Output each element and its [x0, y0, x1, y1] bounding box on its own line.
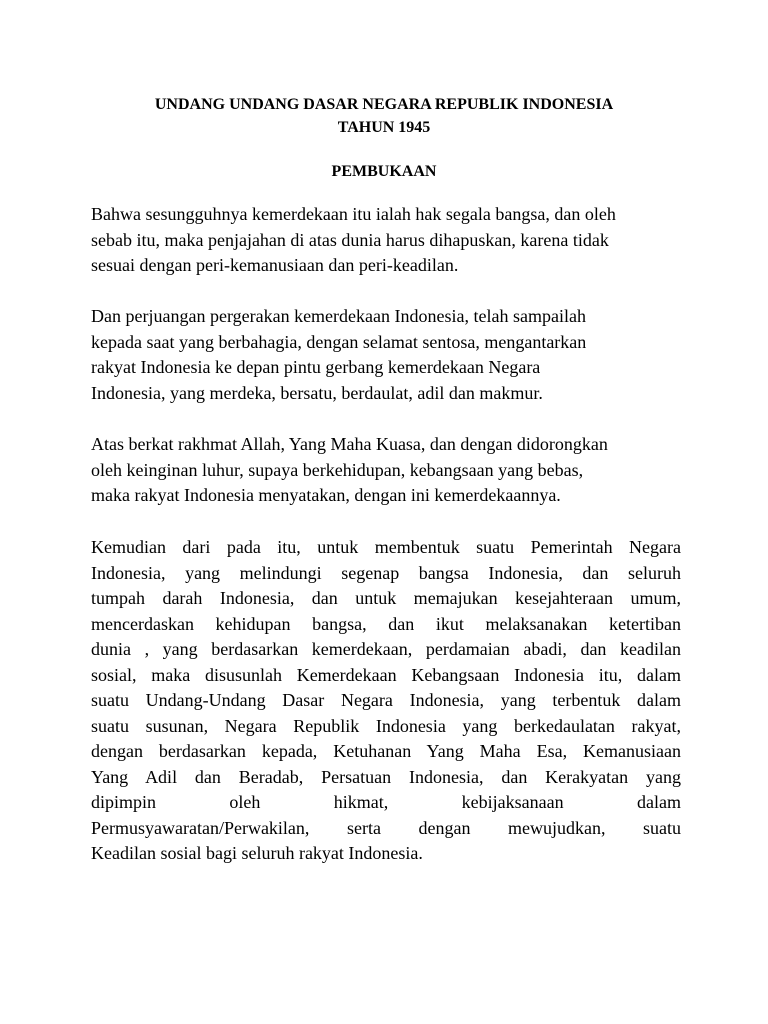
paragraph-line: suatu susunan, Negara Republik Indonesia yang berkedaulatan rakyat,	[91, 715, 681, 736]
paragraph-line: dunia , yang berdasarkan kemerdekaan, perdamaian abadi, dan keadilan	[91, 639, 681, 659]
paragraph-line: maka rakyat Indonesia menyatakan, dengan ini kemerdekaannya.	[91, 485, 561, 505]
paragraph-line: kepada saat yang berbahagia, dengan selamat sentosa, mengantarkan	[91, 331, 587, 352]
paragraph-3	[91, 432, 681, 509]
paragraph-line: Indonesia, yang melindungi segenap bangsa Indonesia, dan seluruh	[91, 562, 681, 583]
section-heading: PEMBUKAAN	[331, 163, 437, 180]
title-line: UNDANG UNDANG DASAR NEGARA REPUBLIK INDONESIA	[154, 96, 614, 113]
paragraph-1	[91, 202, 681, 279]
paragraph-line: tumpah darah Indonesia, dan untuk memajukan kesejahteraan umum,	[91, 588, 681, 608]
paragraph-2	[91, 304, 681, 406]
paragraph-line: Permusyawaratan/Perwakilan, serta dengan mewujudkan, suatu	[91, 817, 681, 838]
paragraph-line: Kemudian dari pada itu, untuk membentuk suatu Pemerintah Negara	[91, 537, 681, 557]
paragraph-4	[91, 535, 681, 867]
paragraph-line: sebab itu, maka penjajahan di atas dunia harus dihapuskan, karena tidak	[91, 229, 609, 250]
paragraph-line: Keadilan sosial bagi seluruh rakyat Indonesia.	[91, 843, 423, 863]
paragraph-line: oleh keinginan luhur, supaya berkehidupan, kebangsaan yang bebas,	[91, 459, 584, 480]
paragraph-line: rakyat Indonesia ke depan pintu gerbang kemerdekaan Negara	[91, 357, 541, 377]
paragraph-line: mencerdaskan kehidupan bangsa, dan ikut melaksanakan ketertiban	[91, 613, 681, 634]
document-title	[0, 93, 768, 139]
paragraph-line: dengan berdasarkan kepada, Ketuhanan Yang Maha Esa, Kemanusiaan	[91, 741, 681, 761]
paragraph-line: sosial, maka disusunlah Kemerdekaan Kebangsaan Indonesia itu, dalam	[91, 664, 681, 685]
paragraph-line: Indonesia, yang merdeka, bersatu, berdaulat, adil dan makmur.	[91, 382, 543, 403]
paragraph-line: dipimpin oleh hikmat, kebijaksanaan dalam	[91, 792, 681, 812]
paragraph-line: Atas berkat rakhmat Allah, Yang Maha Kuasa, dan dengan didorongkan	[91, 434, 608, 454]
paragraph-line: suatu Undang-Undang Dasar Negara Indonesia, yang terbentuk dalam	[91, 690, 681, 710]
title-line: TAHUN 1945	[337, 119, 431, 136]
paragraph-line: Dan perjuangan pergerakan kemerdekaan Indonesia, telah sampailah	[91, 306, 586, 326]
paragraph-line: sesuai dengan peri-kemanusiaan dan peri-keadilan.	[91, 255, 459, 275]
paragraph-line: Bahwa sesungguhnya kemerdekaan itu ialah hak segala bangsa, dan oleh	[91, 204, 616, 224]
paragraph-line: Yang Adil dan Beradab, Persatuan Indonesia, dan Kerakyatan yang	[91, 766, 681, 787]
